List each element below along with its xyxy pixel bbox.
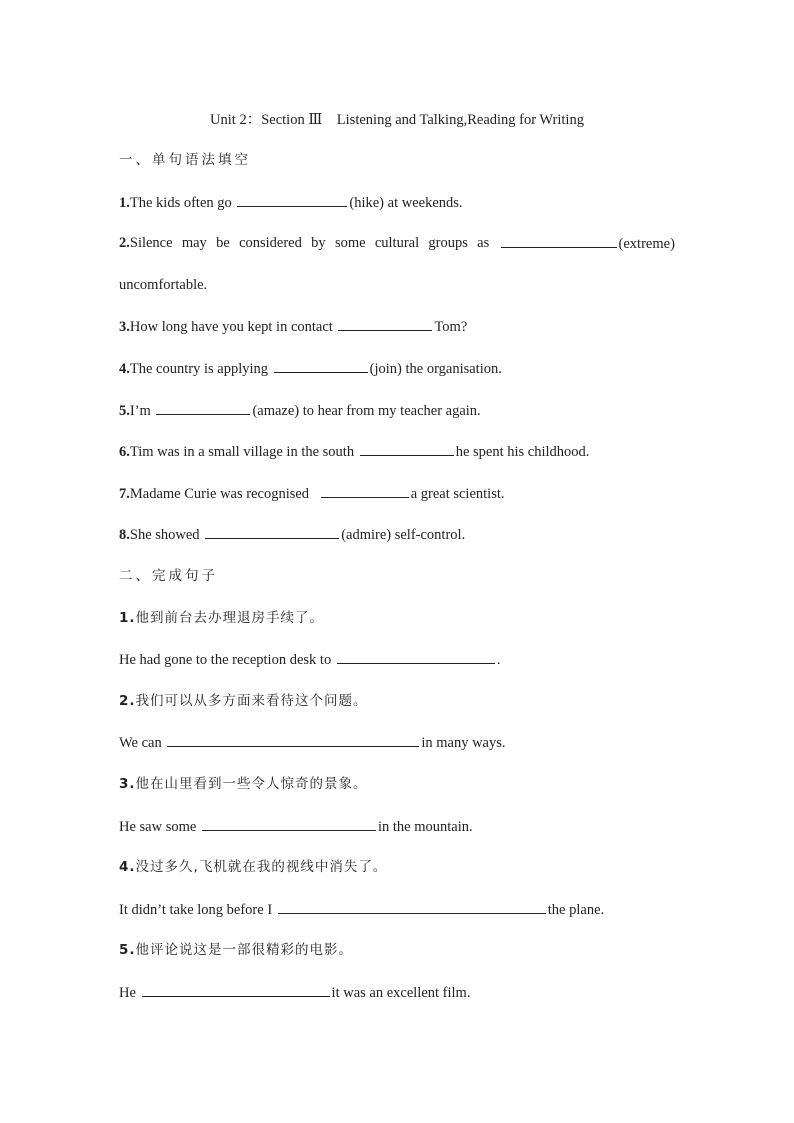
sentence-answer-5: [119, 982, 470, 1003]
item-text-after: in the mountain.: [377, 819, 473, 835]
item-word: considered: [239, 235, 302, 251]
item-text-after: (admire) self-control.: [341, 527, 466, 543]
chinese-prompt: 他到前台去办理退房手续了。: [135, 610, 325, 626]
sentence-prompt-4: [119, 857, 387, 877]
grammar-item-8: [119, 524, 465, 545]
grammar-item-3: [119, 316, 467, 337]
sentence-prompt-5: [119, 940, 353, 960]
item-text-after: the plane.: [547, 902, 605, 918]
answer-blank[interactable]: [167, 732, 419, 747]
item-text-before: I’m: [129, 403, 151, 419]
chinese-prompt: 没过多久,飞机就在我的视线中消失了。: [135, 859, 388, 875]
answer-blank[interactable]: [156, 400, 250, 415]
item-text-after: it was an excellent film.: [331, 985, 471, 1001]
grammar-item-5: [119, 400, 481, 421]
item-word: Silence: [129, 235, 173, 251]
answer-blank[interactable]: [501, 233, 617, 248]
item-number: 5.: [119, 403, 130, 419]
item-number: 2.: [119, 235, 130, 251]
item-text-after: (hike) at weekends.: [349, 195, 463, 211]
sentence-answer-4: [119, 899, 604, 920]
item-word: be: [216, 235, 230, 251]
grammar-item-7: [119, 483, 505, 504]
item-text-before: He had gone to the reception desk to: [119, 652, 332, 668]
item-text-before: He: [119, 985, 136, 1001]
chinese-prompt: 他在山里看到一些令人惊奇的景象。: [135, 776, 368, 792]
item-text-after: he spent his childhood.: [455, 444, 590, 460]
item-text-before: She showed: [129, 527, 200, 543]
sentence-answer-3: [119, 816, 473, 837]
item-text-before: We can: [119, 735, 162, 751]
chinese-prompt: 我们可以从多方面来看待这个问题。: [135, 693, 368, 709]
answer-blank[interactable]: [321, 483, 409, 498]
answer-blank[interactable]: [337, 649, 495, 664]
sentence-prompt-2: [119, 691, 368, 711]
item-word: may: [181, 235, 207, 251]
answer-blank[interactable]: [205, 524, 339, 539]
item-text-after: a great scientist.: [410, 486, 505, 502]
answer-blank[interactable]: [202, 816, 376, 831]
item-word: groups: [428, 235, 468, 251]
item-text-after: .: [496, 652, 501, 668]
sentence-answer-2: [119, 732, 506, 753]
item-number: 4.: [119, 361, 130, 377]
grammar-item-2: [119, 233, 675, 254]
item-number: 2.: [119, 693, 136, 709]
item-text-before: How long have you kept in contact: [129, 319, 333, 335]
item-word: by: [311, 235, 326, 251]
sentence-answer-1: [119, 649, 500, 670]
item-number: 6.: [119, 444, 130, 460]
item-text-before: It didn’t take long before I: [119, 902, 273, 918]
answer-blank[interactable]: [338, 316, 432, 331]
item-text-before: Madame Curie was recognised: [129, 486, 310, 502]
chinese-prompt: 他评论说这是一部很精彩的电影。: [135, 942, 354, 958]
item-number: 7.: [119, 486, 130, 502]
item-text-before: Tim was in a small village in the south: [129, 444, 355, 460]
item-number: 3.: [119, 776, 136, 792]
item-text-before: He saw some: [119, 819, 197, 835]
item-text-after: (extreme): [618, 236, 675, 252]
item-text-before: The country is applying: [129, 361, 269, 377]
item-text-after: (join) the organisation.: [369, 361, 502, 377]
section-heading-grammar: 一、单句语法填空: [119, 152, 251, 168]
sentence-prompt-3: [119, 774, 368, 794]
answer-blank[interactable]: [278, 899, 546, 914]
item-number: 1.: [119, 610, 136, 626]
item-word: cultural: [374, 235, 420, 251]
page-title: Unit 2：Section Ⅲ Listening and Talking,Reading for Writing: [210, 112, 584, 128]
item-number: 1.: [119, 195, 130, 211]
answer-blank[interactable]: [274, 358, 368, 373]
item-number: 5.: [119, 942, 136, 958]
answer-blank[interactable]: [360, 441, 454, 456]
grammar-item-1: [119, 192, 463, 213]
item-text-after: (amaze) to hear from my teacher again.: [252, 403, 481, 419]
grammar-item-6: [119, 441, 589, 462]
grammar-item-2-continuation: uncomfortable.: [119, 277, 208, 293]
sentence-prompt-1: [119, 608, 324, 628]
item-text-before: The kids often go: [129, 195, 232, 211]
item-number: 3.: [119, 319, 130, 335]
answer-blank[interactable]: [237, 192, 347, 207]
item-word: as: [477, 235, 490, 251]
answer-blank[interactable]: [142, 982, 330, 997]
section-heading-sentences: 二、完成句子: [119, 568, 218, 584]
item-number: 4.: [119, 859, 136, 875]
grammar-item-4: [119, 358, 502, 379]
item-number: 8.: [119, 527, 130, 543]
item-text-after: in many ways.: [421, 735, 506, 751]
item-text-after: Tom?: [434, 319, 468, 335]
item-word: some: [334, 235, 366, 251]
